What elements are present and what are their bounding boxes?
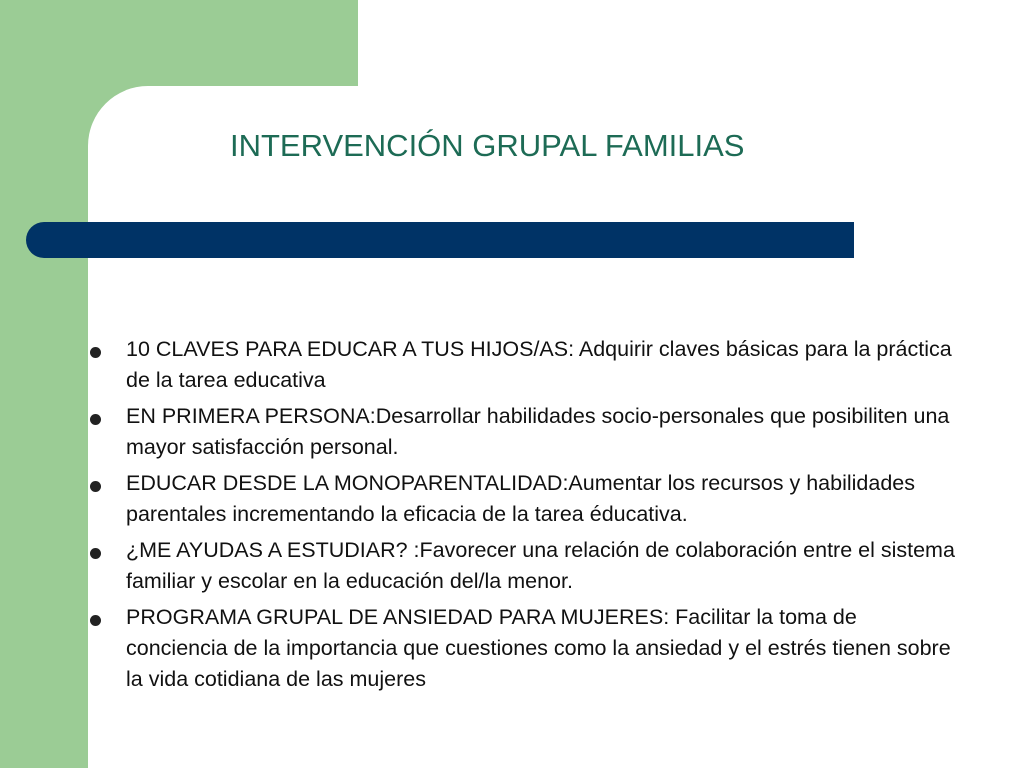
list-item-text: EDUCAR DESDE LA MONOPARENTALIDAD:Aumentar los recursos y habilidades parentales incrementando la eficacia de la tarea éducativa. — [126, 471, 915, 526]
bullet-list — [88, 334, 958, 700]
list-item — [88, 401, 958, 463]
list-item — [88, 535, 958, 597]
bullet-dot-icon — [90, 481, 101, 492]
list-item-text: ¿ME AYUDAS A ESTUDIAR? :Favorecer una relación de colaboración entre el sistema familiar y escolar en la educación del/la menor. — [126, 538, 955, 593]
bullet-dot-icon — [90, 347, 101, 358]
list-item-text: EN PRIMERA PERSONA:Desarrollar habilidades socio-personales que posibiliten una mayor satisfacción personal. — [126, 404, 950, 459]
bullet-dot-icon — [90, 414, 101, 425]
left-green-bar — [0, 0, 88, 768]
list-item — [88, 468, 958, 530]
top-green-block — [0, 0, 358, 86]
slide-title: INTERVENCIÓN GRUPAL FAMILIAS — [230, 128, 745, 163]
bullet-dot-icon — [90, 548, 101, 559]
rounded-corner-accent — [88, 86, 148, 146]
list-item — [88, 602, 958, 695]
title-underline-bar — [26, 222, 854, 258]
list-item-text: 10 CLAVES PARA EDUCAR A TUS HIJOS/AS: Adquirir claves básicas para la práctica de la tarea educativa — [126, 337, 952, 392]
bullet-dot-icon — [90, 615, 101, 626]
list-item-text: PROGRAMA GRUPAL DE ANSIEDAD PARA MUJERES: Facilitar la toma de conciencia de la importancia que cuestiones como la ansiedad y el estrés tienen sobre la vida cotidiana de las mujeres — [126, 605, 951, 691]
list-item — [88, 334, 958, 396]
